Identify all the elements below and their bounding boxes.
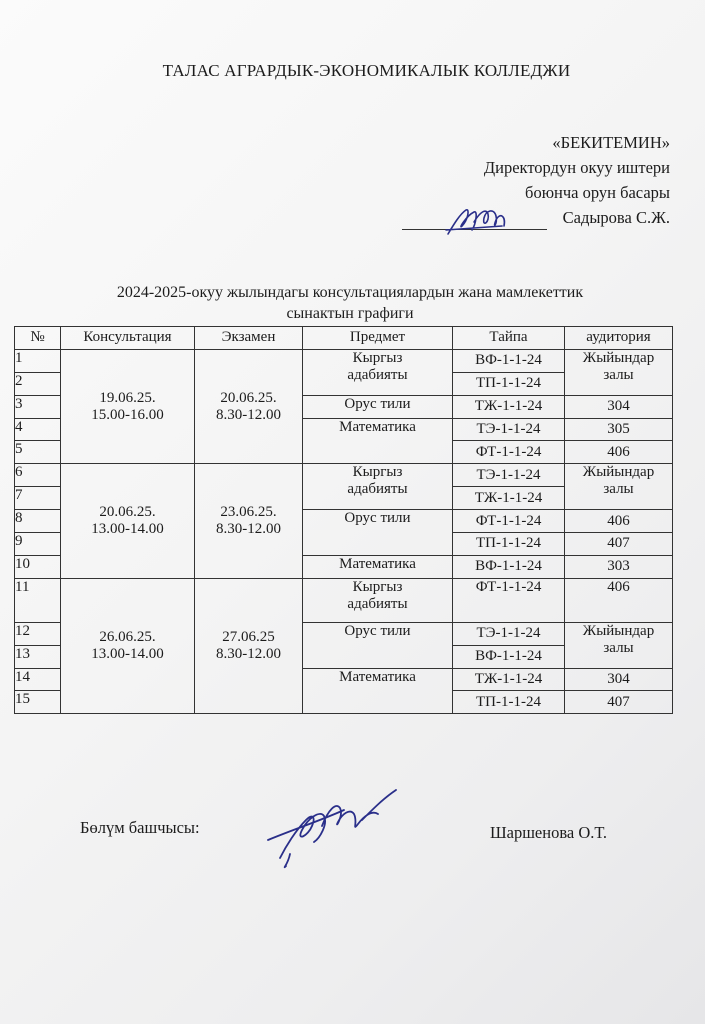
header-room: аудитория — [565, 327, 673, 350]
exam-time: 8.30-12.00 — [216, 406, 281, 423]
subject-line-2: адабияты — [347, 366, 408, 383]
subject-cell: Орус тили — [303, 622, 453, 668]
consultation-date: 20.06.25. — [99, 504, 156, 521]
group-cell: ТЭ-1-1-24 — [453, 622, 565, 645]
table-row — [15, 349, 673, 372]
exam-cell — [195, 578, 303, 714]
room-cell: 406 — [565, 510, 673, 533]
group-cell: ФТ-1-1-24 — [453, 510, 565, 533]
room-cell: 407 — [565, 691, 673, 714]
exam-date: 27.06.25 — [222, 629, 275, 646]
approval-position-line-1: Директордун окуу иштери — [483, 158, 670, 177]
group-cell: ВФ-1-1-24 — [453, 349, 565, 372]
exam-date: 20.06.25. — [220, 389, 277, 406]
group-cell: ТЭ-1-1-24 — [453, 464, 565, 487]
row-number: 12 — [15, 622, 61, 645]
room-line-1: Жыйындар — [582, 349, 655, 366]
group-cell: ВФ-1-1-24 — [453, 645, 565, 668]
consultation-date: 26.06.25. — [99, 629, 156, 646]
subject-line-1: Кыргыз — [352, 464, 403, 481]
room-cell: 303 — [565, 555, 673, 578]
exam-cell — [195, 349, 303, 463]
row-number: 2 — [15, 372, 61, 395]
consultation-cell — [61, 464, 195, 578]
schedule-title-line-1: 2024-2025-окуу жылындагы консультациялардын жана мамлекеттик — [116, 284, 584, 301]
group-cell: ТП-1-1-24 — [453, 372, 565, 395]
table-row — [15, 464, 673, 487]
room-cell — [565, 349, 673, 395]
row-number: 15 — [15, 691, 61, 714]
subject-cell — [303, 464, 453, 510]
group-cell: ФТ-1-1-24 — [453, 441, 565, 464]
group-cell: ВФ-1-1-24 — [453, 555, 565, 578]
table-row — [15, 578, 673, 622]
room-cell — [565, 622, 673, 668]
department-head-signature — [262, 780, 402, 872]
consultation-time: 15.00-16.00 — [91, 406, 164, 423]
exam-time: 8.30-12.00 — [216, 646, 281, 663]
room-line-2: залы — [603, 366, 634, 383]
group-cell: ТП-1-1-24 — [453, 691, 565, 714]
schedule-title — [30, 282, 670, 324]
subject-line-1: Кыргыз — [352, 349, 403, 366]
exam-time: 8.30-12.00 — [216, 521, 281, 538]
group-cell: ФТ-1-1-24 — [453, 578, 565, 622]
subject-line-2: адабияты — [347, 595, 408, 612]
department-head-name: Шаршенова О.Т. — [490, 823, 607, 842]
consultation-date: 19.06.25. — [99, 389, 156, 406]
subject-cell: Математика — [303, 418, 453, 464]
room-cell: 407 — [565, 533, 673, 556]
consultation-cell — [61, 349, 195, 463]
table-header-row — [15, 327, 673, 350]
group-cell: ТЖ-1-1-24 — [453, 668, 565, 691]
room-cell: 406 — [565, 578, 673, 622]
header-subject: Предмет — [303, 327, 453, 350]
room-cell: 305 — [565, 418, 673, 441]
row-number: 7 — [15, 487, 61, 510]
row-number: 3 — [15, 395, 61, 418]
room-cell: 304 — [565, 668, 673, 691]
group-cell: ТЭ-1-1-24 — [453, 418, 565, 441]
approval-name: Садырова С.Ж. — [562, 208, 670, 227]
subject-cell — [303, 349, 453, 395]
subject-cell: Орус тили — [303, 395, 453, 418]
subject-line-1: Кыргыз — [352, 578, 403, 595]
room-line-1: Жыйындар — [582, 622, 655, 639]
exam-date: 23.06.25. — [220, 504, 277, 521]
row-number: 9 — [15, 533, 61, 556]
room-line-2: залы — [603, 639, 634, 656]
row-number: 14 — [15, 668, 61, 691]
header-group: Тайпа — [453, 327, 565, 350]
subject-cell: Орус тили — [303, 510, 453, 556]
row-number: 13 — [15, 645, 61, 668]
schedule-table — [14, 326, 673, 714]
exam-cell — [195, 464, 303, 578]
approval-title: «БЕКИТЕМИН» — [552, 133, 670, 152]
consultation-time: 13.00-14.00 — [91, 521, 164, 538]
room-cell — [565, 464, 673, 510]
group-cell: ТЖ-1-1-24 — [453, 395, 565, 418]
subject-cell: Математика — [303, 555, 453, 578]
approval-signature — [440, 196, 520, 244]
group-cell: ТП-1-1-24 — [453, 533, 565, 556]
department-head-label: Бөлүм башчысы: — [80, 818, 200, 837]
row-number: 1 — [15, 349, 61, 372]
subject-cell — [303, 578, 453, 622]
room-line-1: Жыйындар — [582, 464, 655, 481]
row-number: 8 — [15, 510, 61, 533]
room-line-2: залы — [603, 481, 634, 498]
college-name: ТАЛАС АГРАРДЫК-ЭКОНОМИКАЛЫК КОЛЛЕДЖИ — [162, 61, 571, 80]
header-consultation: Консультация — [61, 327, 195, 350]
row-number: 5 — [15, 441, 61, 464]
header-number: № — [15, 327, 61, 350]
row-number: 4 — [15, 418, 61, 441]
subject-line-2: адабияты — [347, 481, 408, 498]
row-number: 11 — [15, 578, 61, 622]
header-exam: Экзамен — [195, 327, 303, 350]
row-number: 6 — [15, 464, 61, 487]
consultation-cell — [61, 578, 195, 714]
room-cell: 406 — [565, 441, 673, 464]
approval-position-line-2: боюнча орун басары — [525, 183, 670, 202]
consultation-time: 13.00-14.00 — [91, 646, 164, 663]
row-number: 10 — [15, 555, 61, 578]
schedule-title-line-2: сынактын графиги — [286, 305, 414, 322]
room-cell: 304 — [565, 395, 673, 418]
subject-cell: Математика — [303, 668, 453, 714]
group-cell: ТЖ-1-1-24 — [453, 487, 565, 510]
